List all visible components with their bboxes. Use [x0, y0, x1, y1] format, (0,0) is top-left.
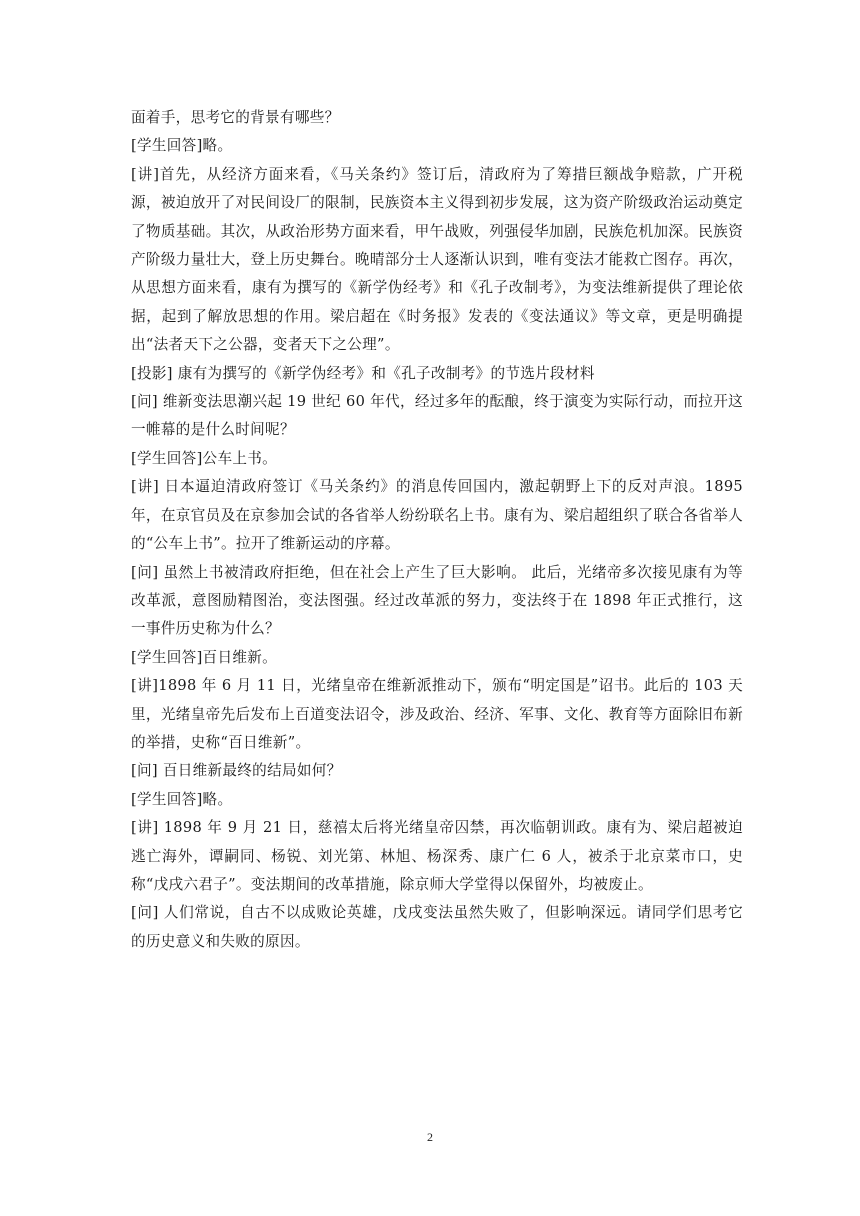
page-number: 2 — [427, 1130, 433, 1144]
paragraph-question-significance: [问] 人们常说，自古不以成败论英雄，戊戌变法虽然失败了，但影响深远。请同学们思考它的历史意义和失败的原因。 — [131, 904, 743, 950]
document-body — [131, 104, 743, 956]
paragraph-question-reform-start: [问] 维新变法思潮兴起 19 世纪 60 年代，经过多年的酝酿，终于演变为实际行动，而拉开这一帷幕的是什么时间呢？ — [131, 393, 743, 439]
paragraph-student-answer-2: [学生回答]公车上书。 — [131, 449, 278, 467]
paragraph-student-answer-4: [学生回答]略。 — [131, 790, 233, 808]
paragraph-lecture-background: [讲]首先，从经济方面来看，《马关条约》签订后，清政府为了筹措巨额战争赔款，广开税源，被迫放开了对民间设厂的限制，民族资本主义得到初步发展，这为资产阶级政治运动奠定了物质基础。其次，从政治形势方面来看，甲午战败，列强侵华加剧，民族危机加深。民族资产阶级力量壮大，登上历史舞台。晚晴部分士人逐渐认识到，唯有变法才能救亡图存。再次，从思想方面来看，康有为撰写的《新学伪经考》和《孔子改制考》，为变法维新提供了理论依据，起到了解放思想的作用。梁启超在《时务报》发表的《变法通议》等文章，更是明确提出“法者天下之公器，变者天下之公理”。 — [131, 165, 743, 354]
paragraph-lecture-outcome: [讲] 1898 年 9 月 21 日，慈禧太后将光绪皇帝囚禁，再次临朝训政。康有为、梁启超被迫逃亡海外，谭嗣同、杨锐、刘光第、林旭、杨深秀、康广仁 6 人，被杀于北京菜市口，史称“戊戌六君子”。变法期间的改革措施，除京师大学堂得以保留外，均被废止。 — [131, 819, 743, 893]
paragraph-background-question: 面着手，思考它的背景有哪些？ — [131, 109, 340, 126]
paragraph-lecture-petition: [讲] 日本逼迫清政府签订《马关条约》的消息传回国内，激起朝野上下的反对声浪。1895 年，在京官员及在京参加会试的各省举人纷纷联名上书。康有为、梁启超组织了联合各省举人的“公车上书”。拉开了维新运动的序幕。 — [131, 478, 743, 553]
paragraph-student-answer-3: [学生回答]百日维新。 — [131, 648, 278, 666]
paragraph-question-outcome: [问] 百日维新最终的结局如何？ — [131, 762, 342, 780]
paragraph-lecture-hundred-days: [讲]1898 年 6 月 11 日，光绪皇帝在维新派推动下，颁布“明定国是”诏书。此后的 103 天里，光绪皇帝先后发布上百道变法诏令，涉及政治、经济、军事、文化、教育等方面除旧布新的举措，史称“百日维新”。 — [131, 677, 743, 751]
paragraph-student-answer-1: [学生回答]略。 — [131, 137, 233, 155]
paragraph-question-reform-name: [问] 虽然上书被清政府拒绝，但在社会上产生了巨大影响。 此后，光绪帝多次接见康有为等改革派，意图励精图治，变法图强。经过改革派的努力，变法终于在 1898 年正式推行，这一事件历史称为什么？ — [131, 563, 743, 638]
paragraph-projection: [投影] 康有为撰写的《新学伪经考》和《孔子改制考》的节选片段材料 — [131, 364, 595, 382]
